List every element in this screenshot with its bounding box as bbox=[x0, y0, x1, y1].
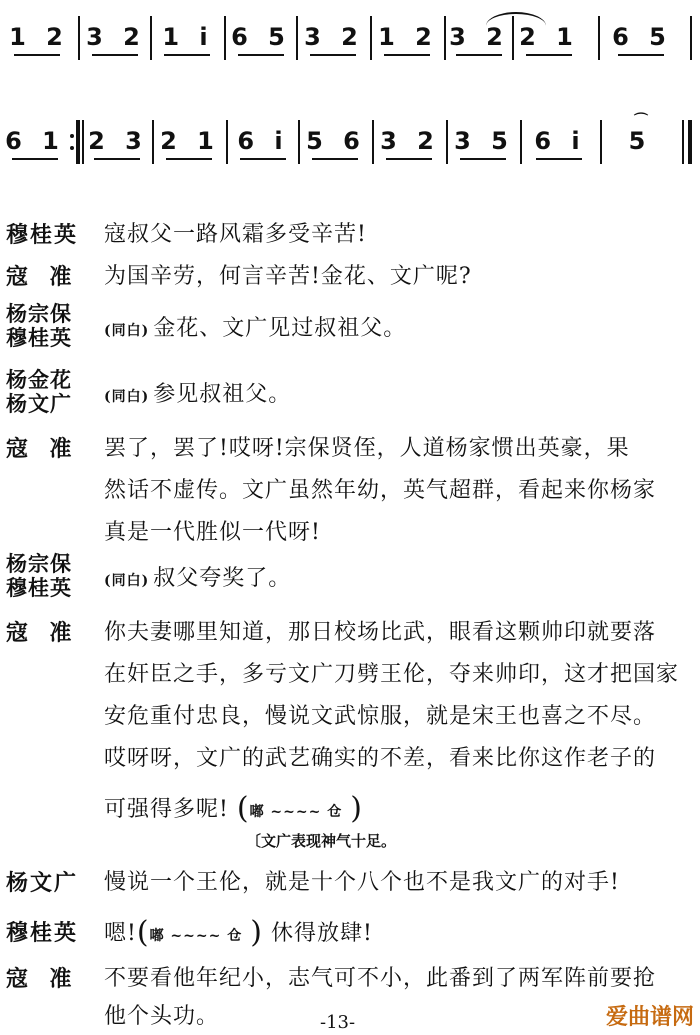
measure bbox=[152, 8, 224, 68]
speaker: 寇 准 bbox=[6, 620, 74, 646]
speaker: 穆桂英 bbox=[6, 325, 72, 350]
notes: 5 bbox=[628, 127, 652, 155]
notes: 6 5 bbox=[612, 23, 672, 51]
dialogue-text: 慢说一个王伦，就是十个八个也不是我文广的对手! bbox=[104, 870, 620, 895]
speaker: 杨宗保 bbox=[6, 301, 72, 326]
speaker: 寇 准 bbox=[6, 436, 74, 462]
notes: 3 2 bbox=[449, 23, 509, 51]
watermark: 爱曲谱网 bbox=[605, 1005, 694, 1030]
measure bbox=[522, 112, 598, 172]
dialogue-text: 休得放肆! bbox=[270, 921, 373, 946]
delivery-tag: (同白) bbox=[104, 389, 150, 405]
dialogue-text: 他个头功。 bbox=[104, 1004, 220, 1029]
measure bbox=[298, 8, 370, 68]
measure bbox=[372, 8, 444, 68]
delivery-tag: (同白) bbox=[104, 323, 150, 339]
notes: 1 2 bbox=[9, 23, 69, 51]
measure bbox=[300, 112, 372, 172]
dialogue-text: 在奸臣之手，多亏文广刀劈王伦，夺来帅印，这才把国家 bbox=[104, 662, 680, 687]
delivery-tag: (同白) bbox=[104, 573, 150, 589]
stage-direction: 〔文广表现神气十足。 bbox=[246, 832, 397, 850]
measure bbox=[374, 112, 446, 172]
measure bbox=[228, 112, 298, 172]
notes: 6 1 bbox=[5, 127, 65, 155]
notes: 2 1 bbox=[519, 23, 579, 51]
notes: 5 6 bbox=[306, 127, 366, 155]
measure bbox=[600, 8, 684, 68]
measure bbox=[80, 8, 152, 68]
notes: 3 2 bbox=[304, 23, 364, 51]
speaker: 杨金花 bbox=[6, 367, 72, 392]
fermata-icon: ⌒ bbox=[634, 113, 648, 129]
dialogue-text: 你夫妻哪里知道，那日校场比武，眼看这颗帅印就要落 bbox=[104, 620, 657, 645]
dialogue-text: 为国辛劳，何言辛苦!金花、文广呢? bbox=[104, 264, 472, 289]
measure bbox=[84, 112, 152, 172]
measure bbox=[0, 8, 78, 68]
dialogue-text: 金花、文广见过叔祖父。 bbox=[153, 316, 407, 341]
notes: 2 3 bbox=[88, 127, 148, 155]
percussion-cue: 嘟 ~~~~ 仓 bbox=[149, 928, 243, 944]
dialogue-text: 叔父夸奖了。 bbox=[153, 566, 292, 591]
notes: 1 i bbox=[162, 23, 214, 51]
measure bbox=[0, 112, 70, 172]
measure bbox=[602, 112, 678, 172]
speaker: 杨文广 bbox=[6, 870, 79, 896]
measure bbox=[448, 112, 520, 172]
score-row-2 bbox=[0, 112, 700, 172]
dialogue-text: 寇叔父一路风霜多受辛苦! bbox=[104, 222, 367, 247]
notes: 3 2 bbox=[380, 127, 440, 155]
speaker: 穆桂英 bbox=[6, 222, 79, 248]
page-number: -13- bbox=[320, 1012, 356, 1033]
percussion-cue: 嘟 ~~~~ 仓 bbox=[249, 804, 343, 820]
dialogue-text: 哎呀呀，文广的武艺确实的不差，看来比你这作老子的 bbox=[104, 746, 657, 771]
notes: 6 5 bbox=[231, 23, 291, 51]
dialogue-text: 罢了，罢了!哎呀!宗保贤侄，人道杨家惯出英豪，果 bbox=[104, 436, 630, 461]
measure bbox=[154, 112, 226, 172]
notes: 3 2 bbox=[86, 23, 146, 51]
notes: 2 1 bbox=[160, 127, 220, 155]
notes: 6 i bbox=[534, 127, 586, 155]
speaker: 寇 准 bbox=[6, 966, 74, 992]
measure bbox=[514, 8, 584, 68]
measure bbox=[226, 8, 296, 68]
speaker: 杨文广 bbox=[6, 391, 72, 416]
notes: 6 i bbox=[237, 127, 289, 155]
score-row-1 bbox=[0, 8, 700, 68]
notes: 1 2 bbox=[378, 23, 438, 51]
dialogue-text: 参见叔祖父。 bbox=[153, 382, 292, 407]
dialogue-text: 然话不虚传。文广虽然年幼，英气超群，看起来你杨家 bbox=[104, 478, 657, 503]
speaker: 寇 准 bbox=[6, 264, 74, 290]
dialogue-text: 嗯! bbox=[104, 921, 137, 946]
speaker: 穆桂英 bbox=[6, 920, 79, 946]
dialogue-text: 可强得多呢! bbox=[104, 797, 229, 822]
dialogue-text: 安危重付忠良，慢说文武惊服，就是宋王也喜之不尽。 bbox=[104, 704, 657, 729]
dialogue-text: 真是一代胜似一代呀! bbox=[104, 520, 321, 545]
speaker: 杨宗保 bbox=[6, 551, 72, 576]
notes: 3 5 bbox=[454, 127, 514, 155]
dialogue-text: 不要看他年纪小，志气可不小，此番到了两军阵前要抢 bbox=[104, 966, 657, 991]
speaker: 穆桂英 bbox=[6, 575, 72, 600]
